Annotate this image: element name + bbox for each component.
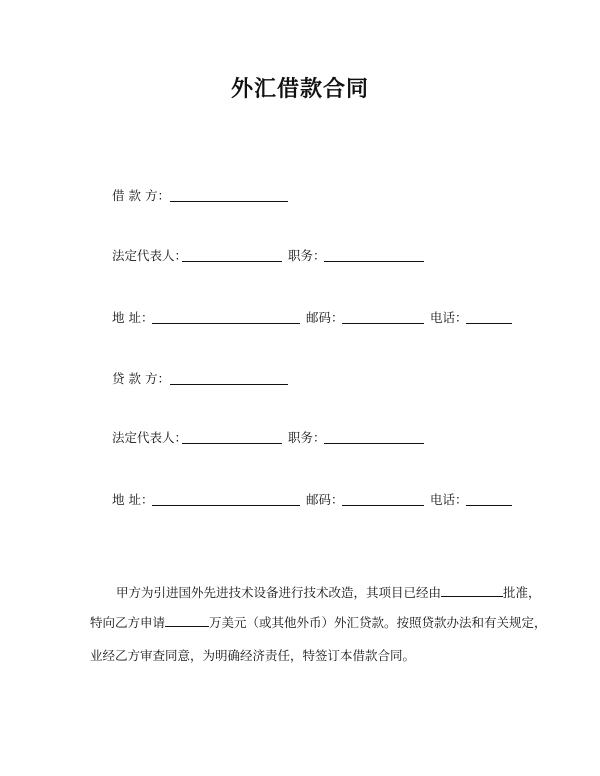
borrower-postcode-blank[interactable]	[342, 323, 424, 324]
clause-line-2-text-a: 特向乙方申请	[90, 615, 166, 630]
borrower-address-blank[interactable]	[152, 323, 300, 324]
clause-line-2	[90, 612, 547, 633]
clause-line-2-text-b: 万美元（或其他外币）外汇贷款。按照贷款办法和有关规定，	[209, 615, 547, 630]
lender-postcode-blank[interactable]	[342, 505, 424, 506]
loan-amount-blank[interactable]	[165, 612, 209, 627]
clause-line-1-text-a: 甲方为引进国外先进技术设备进行技术改造，其项目已经由	[116, 585, 442, 600]
borrower-position-label: 职务：	[288, 248, 326, 263]
lender-phone-blank[interactable]	[466, 505, 512, 506]
lender-position-label: 职务：	[288, 430, 326, 445]
lender-postcode-label: 邮码：	[306, 492, 344, 507]
lender-name-blank[interactable]	[170, 384, 288, 385]
lender-position-blank[interactable]	[324, 443, 424, 444]
borrower-name-blank[interactable]	[170, 201, 288, 202]
borrower-address-label: 地 址：	[112, 310, 154, 325]
borrower-phone-label: 电话：	[430, 310, 468, 325]
borrower-name-label: 借 款 方：	[112, 188, 170, 203]
clause-line-3-text: 业经乙方审查同意，为明确经济责任，特签订本借款合同。	[90, 648, 416, 663]
lender-rep-label: 法定代表人：	[112, 430, 188, 445]
lender-rep-blank[interactable]	[182, 443, 282, 444]
borrower-rep-blank[interactable]	[182, 261, 282, 262]
borrower-rep-label: 法定代表人：	[112, 248, 188, 263]
approval-authority-blank[interactable]	[441, 582, 503, 597]
clause-line-1	[116, 582, 541, 603]
document-title: 外汇借款合同	[230, 77, 369, 102]
borrower-phone-blank[interactable]	[466, 323, 512, 324]
borrower-postcode-label: 邮码：	[306, 310, 344, 325]
lender-name-label: 贷 款 方：	[112, 371, 170, 386]
lender-address-label: 地 址：	[112, 492, 154, 507]
borrower-position-blank[interactable]	[324, 261, 424, 262]
clause-line-3	[90, 646, 415, 666]
clause-line-1-text-b: 批准，	[503, 585, 541, 600]
lender-phone-label: 电话：	[430, 492, 468, 507]
lender-address-blank[interactable]	[152, 505, 300, 506]
